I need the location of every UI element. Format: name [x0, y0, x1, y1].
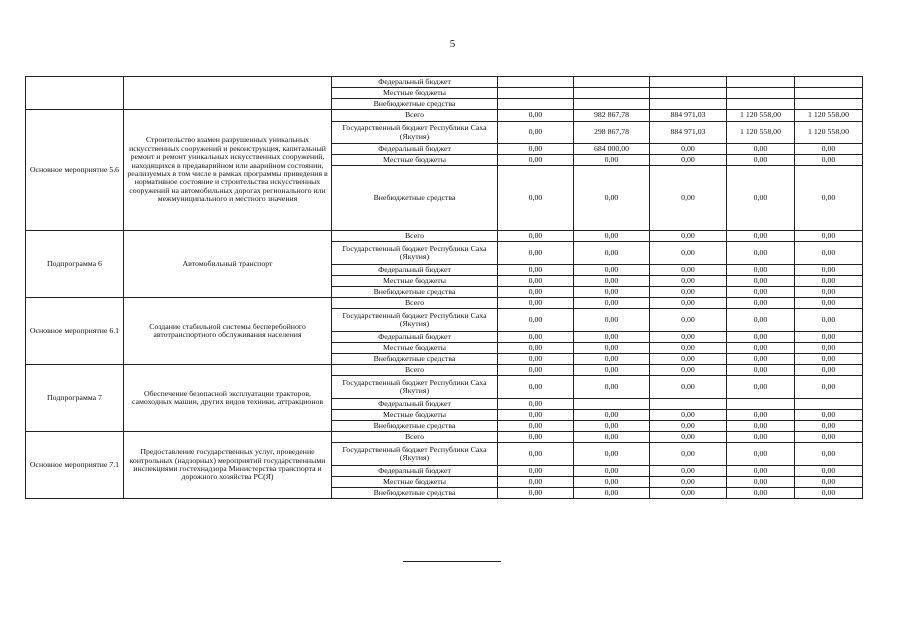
funding-source-cell: Федеральный бюджет: [332, 265, 498, 276]
amount-cell: [650, 88, 727, 99]
amount-cell: 0,00: [574, 276, 650, 287]
funding-source-cell: Федеральный бюджет: [332, 399, 498, 410]
amount-cell: 0,00: [727, 231, 795, 242]
amount-cell: 0,00: [795, 309, 863, 332]
amount-cell: 0,00: [574, 166, 650, 231]
amount-cell: 0,00: [795, 166, 863, 231]
amount-cell: 0,00: [650, 242, 727, 265]
amount-cell: 0,00: [727, 443, 795, 466]
amount-cell: 0,00: [650, 155, 727, 166]
amount-cell: 0,00: [650, 477, 727, 488]
amount-cell: 0,00: [650, 231, 727, 242]
amount-cell: 0,00: [727, 421, 795, 432]
program-description-cell: Создание стабильной системы бесперебойного автотранспортного обслуживания населения: [124, 298, 332, 365]
amount-cell: 0,00: [795, 231, 863, 242]
amount-cell: 1 120 558,00: [795, 122, 863, 144]
amount-cell: 0,00: [498, 376, 574, 399]
amount-cell: 0,00: [727, 287, 795, 298]
amount-cell: 0,00: [498, 110, 574, 122]
funding-source-cell: Федеральный бюджет: [332, 466, 498, 477]
amount-cell: [795, 99, 863, 110]
amount-cell: 0,00: [574, 432, 650, 443]
amount-cell: 0,00: [574, 477, 650, 488]
amount-cell: [650, 77, 727, 88]
amount-cell: 0,00: [795, 276, 863, 287]
amount-cell: 1 120 558,00: [795, 110, 863, 122]
amount-cell: 0,00: [727, 343, 795, 354]
amount-cell: 0,00: [498, 298, 574, 309]
funding-source-cell: Внебюджетные средства: [332, 166, 498, 231]
funding-source-cell: Федеральный бюджет: [332, 332, 498, 343]
amount-cell: 0,00: [498, 231, 574, 242]
amount-cell: 982 867,78: [574, 110, 650, 122]
funding-source-cell: Федеральный бюджет: [332, 144, 498, 155]
amount-cell: 0,00: [650, 365, 727, 376]
amount-cell: 0,00: [498, 155, 574, 166]
amount-cell: 0,00: [498, 276, 574, 287]
funding-source-cell: Внебюджетные средства: [332, 287, 498, 298]
amount-cell: [498, 99, 574, 110]
amount-cell: 0,00: [727, 144, 795, 155]
program-label-cell: Подпрограмма 7: [26, 365, 124, 432]
program-description-cell: Автомобильный транспорт: [124, 231, 332, 298]
amount-cell: 0,00: [498, 443, 574, 466]
table-row: [26, 77, 863, 88]
amount-cell: 0,00: [574, 155, 650, 166]
funding-source-cell: Государственный бюджет Республики Саха (Якутия): [332, 122, 498, 144]
amount-cell: 0,00: [795, 410, 863, 421]
amount-cell: 0,00: [795, 298, 863, 309]
amount-cell: 0,00: [574, 365, 650, 376]
amount-cell: [650, 99, 727, 110]
amount-cell: [574, 99, 650, 110]
amount-cell: 0,00: [795, 287, 863, 298]
program-label-cell: [26, 77, 124, 110]
amount-cell: 0,00: [498, 242, 574, 265]
amount-cell: 0,00: [795, 144, 863, 155]
amount-cell: 0,00: [727, 410, 795, 421]
amount-cell: 0,00: [727, 242, 795, 265]
funding-source-cell: Всего: [332, 298, 498, 309]
amount-cell: [574, 77, 650, 88]
amount-cell: 0,00: [574, 376, 650, 399]
amount-cell: [727, 99, 795, 110]
funding-source-cell: Внебюджетные средства: [332, 488, 498, 499]
amount-cell: 684 000,00: [574, 144, 650, 155]
amount-cell: 298 867,78: [574, 122, 650, 144]
amount-cell: 0,00: [574, 298, 650, 309]
table-row: [26, 432, 863, 443]
amount-cell: 0,00: [498, 477, 574, 488]
page-number: 5: [449, 38, 456, 50]
funding-source-cell: Местные бюджеты: [332, 276, 498, 287]
amount-cell: 0,00: [498, 343, 574, 354]
amount-cell: 0,00: [498, 399, 574, 410]
amount-cell: 0,00: [650, 298, 727, 309]
amount-cell: 0,00: [727, 432, 795, 443]
amount-cell: 884 971,03: [650, 122, 727, 144]
amount-cell: 0,00: [498, 421, 574, 432]
amount-cell: 0,00: [574, 410, 650, 421]
amount-cell: 0,00: [650, 144, 727, 155]
amount-cell: 0,00: [727, 488, 795, 499]
table-row: [26, 365, 863, 376]
funding-source-cell: Всего: [332, 110, 498, 122]
amount-cell: 0,00: [498, 354, 574, 365]
funding-source-cell: Внебюджетные средства: [332, 99, 498, 110]
amount-cell: 0,00: [498, 365, 574, 376]
amount-cell: 0,00: [795, 354, 863, 365]
amount-cell: 0,00: [498, 265, 574, 276]
amount-cell: [727, 88, 795, 99]
program-label-cell: Основное мероприятие 5.6: [26, 110, 124, 231]
amount-cell: 0,00: [650, 343, 727, 354]
table-row: [26, 298, 863, 309]
amount-cell: 0,00: [795, 365, 863, 376]
amount-cell: 0,00: [727, 276, 795, 287]
funding-source-cell: Всего: [332, 365, 498, 376]
amount-cell: 0,00: [727, 466, 795, 477]
amount-cell: [650, 399, 727, 410]
funding-source-cell: Всего: [332, 231, 498, 242]
amount-cell: [727, 399, 795, 410]
program-label-cell: Основное мероприятие 6.1: [26, 298, 124, 365]
funding-source-cell: Государственный бюджет Республики Саха (Якутия): [332, 376, 498, 399]
amount-cell: 0,00: [498, 410, 574, 421]
amount-cell: 0,00: [727, 354, 795, 365]
amount-cell: 0,00: [795, 332, 863, 343]
amount-cell: 0,00: [650, 166, 727, 231]
amount-cell: 0,00: [795, 466, 863, 477]
amount-cell: [795, 77, 863, 88]
amount-cell: 0,00: [650, 276, 727, 287]
amount-cell: 0,00: [795, 488, 863, 499]
table-row: [26, 110, 863, 122]
amount-cell: 0,00: [650, 287, 727, 298]
amount-cell: 0,00: [795, 376, 863, 399]
funding-source-cell: Государственный бюджет Республики Саха (Якутия): [332, 443, 498, 466]
amount-cell: 0,00: [574, 354, 650, 365]
amount-cell: 0,00: [650, 354, 727, 365]
amount-cell: 0,00: [498, 466, 574, 477]
amount-cell: [498, 77, 574, 88]
amount-cell: 0,00: [650, 332, 727, 343]
amount-cell: 0,00: [795, 343, 863, 354]
amount-cell: 0,00: [795, 155, 863, 166]
amount-cell: [498, 88, 574, 99]
funding-source-cell: Государственный бюджет Республики Саха (Якутия): [332, 309, 498, 332]
amount-cell: 0,00: [795, 443, 863, 466]
amount-cell: 0,00: [498, 287, 574, 298]
amount-cell: 0,00: [574, 343, 650, 354]
amount-cell: 0,00: [650, 432, 727, 443]
amount-cell: 0,00: [574, 287, 650, 298]
amount-cell: 0,00: [727, 155, 795, 166]
amount-cell: 0,00: [498, 432, 574, 443]
program-label-cell: Подпрограмма 6: [26, 231, 124, 298]
amount-cell: 0,00: [574, 242, 650, 265]
amount-cell: 0,00: [574, 466, 650, 477]
amount-cell: 0,00: [650, 309, 727, 332]
amount-cell: 0,00: [795, 265, 863, 276]
amount-cell: 0,00: [795, 432, 863, 443]
amount-cell: [795, 88, 863, 99]
table-row: [26, 231, 863, 242]
amount-cell: 0,00: [498, 144, 574, 155]
amount-cell: [727, 77, 795, 88]
amount-cell: 0,00: [650, 443, 727, 466]
funding-source-cell: Внебюджетные средства: [332, 421, 498, 432]
amount-cell: 0,00: [727, 376, 795, 399]
amount-cell: 0,00: [574, 443, 650, 466]
amount-cell: 0,00: [498, 488, 574, 499]
bottom-rule: [403, 561, 501, 562]
funding-source-cell: Всего: [332, 432, 498, 443]
funding-source-cell: Местные бюджеты: [332, 410, 498, 421]
amount-cell: 0,00: [727, 332, 795, 343]
amount-cell: [795, 399, 863, 410]
amount-cell: 0,00: [795, 242, 863, 265]
amount-cell: 0,00: [727, 265, 795, 276]
amount-cell: [574, 399, 650, 410]
amount-cell: 0,00: [498, 166, 574, 231]
amount-cell: 0,00: [650, 376, 727, 399]
amount-cell: 0,00: [727, 298, 795, 309]
amount-cell: 0,00: [498, 309, 574, 332]
program-label-cell: Основное мероприятие 7.1: [26, 432, 124, 499]
budget-table-body: [26, 77, 863, 499]
amount-cell: 0,00: [574, 421, 650, 432]
amount-cell: 884 971,03: [650, 110, 727, 122]
program-description-cell: Предоставление государственных услуг, проведение контрольных (надзорных) мероприятий государственными инспекциями гостехнадзора Министерства транспорта и дорожного хозяйства РС(Я): [124, 432, 332, 499]
amount-cell: 0,00: [727, 477, 795, 488]
program-description-cell: [124, 77, 332, 110]
amount-cell: 0,00: [727, 365, 795, 376]
amount-cell: 0,00: [574, 488, 650, 499]
amount-cell: 0,00: [574, 309, 650, 332]
budget-table: [25, 76, 863, 499]
amount-cell: 0,00: [795, 477, 863, 488]
funding-source-cell: Местные бюджеты: [332, 477, 498, 488]
amount-cell: 0,00: [650, 410, 727, 421]
amount-cell: 0,00: [498, 332, 574, 343]
funding-source-cell: Федеральный бюджет: [332, 77, 498, 88]
amount-cell: 0,00: [574, 265, 650, 276]
amount-cell: 0,00: [498, 122, 574, 144]
amount-cell: 0,00: [650, 488, 727, 499]
funding-source-cell: Государственный бюджет Республики Саха (Якутия): [332, 242, 498, 265]
amount-cell: 0,00: [650, 466, 727, 477]
funding-source-cell: Внебюджетные средства: [332, 354, 498, 365]
amount-cell: [574, 88, 650, 99]
amount-cell: 0,00: [574, 332, 650, 343]
amount-cell: 0,00: [727, 166, 795, 231]
funding-source-cell: Местные бюджеты: [332, 343, 498, 354]
amount-cell: 1 120 558,00: [727, 110, 795, 122]
funding-source-cell: Местные бюджеты: [332, 155, 498, 166]
program-description-cell: Обеспечение безопасной эксплуатации тракторов, самоходных машин, других видов техники, аттракционов: [124, 365, 332, 432]
amount-cell: 0,00: [795, 421, 863, 432]
amount-cell: 0,00: [574, 231, 650, 242]
amount-cell: 1 120 558,00: [727, 122, 795, 144]
amount-cell: 0,00: [650, 421, 727, 432]
amount-cell: 0,00: [727, 309, 795, 332]
funding-source-cell: Местные бюджеты: [332, 88, 498, 99]
program-description-cell: Строительство взамен разрушенных уникальных искусственных сооружений и реконструкция, капитальный ремонт и ремонт уникальных искусственных сооружений, находящихся в предаварийном или аварийном состоянии, реализуемых в том числе в рамках программы приведения в нормативное состояние и строительства искусственных сооружений на автомобильных дорогах регионального или межмуниципального и местного значения: [124, 110, 332, 231]
amount-cell: 0,00: [650, 265, 727, 276]
